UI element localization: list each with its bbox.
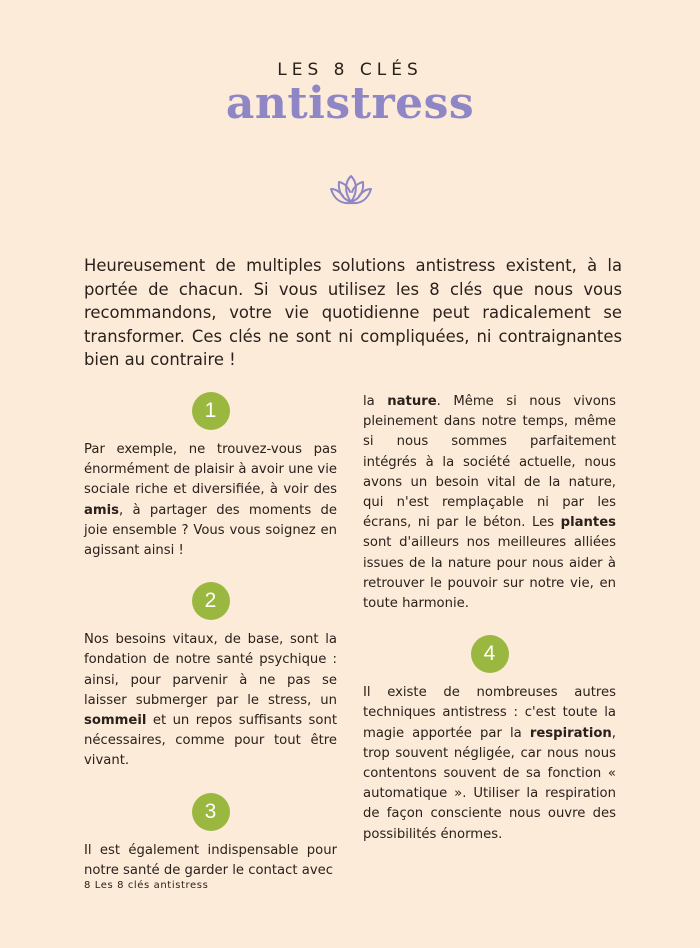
key-text: la	[363, 394, 388, 409]
page-footer	[84, 880, 208, 891]
right-column	[363, 392, 616, 845]
key-text: et un repos suffisants sont nécessaires, comme pour tout être vivant.	[84, 713, 337, 769]
key-text: . Même si nous vivons pleinement dans notre temps, même si nous sommes parfaitement intégrés à la société actuelle, nous avons un besoin vital de la nature, qui n'est remplaçable ni par les écrans, ni par le béton. Les	[363, 394, 617, 531]
left-column	[84, 392, 337, 881]
key-paragraph-continued	[363, 392, 616, 614]
key-text: Par exemple, ne trouvez-vous pas énormément de plaisir à avoir une vie sociale riche et diversifiée, à voir des	[84, 442, 337, 498]
key-text: Il existe de nombreuses autres techniques antistress : c'est toute la magie apportée par la	[363, 685, 616, 741]
key-text: , à partager des moments de joie ensemble ? Vous vous soignez en agissant ainsi !	[84, 502, 337, 559]
page-number: 8	[84, 880, 91, 891]
key-number-badge: 4	[471, 635, 509, 673]
intro-paragraph: Heureusement de multiples solutions antistress existent, à la portée de chacun. Si vous utilisez les 8 clés que nous vous recommandons, votre vie quotidienne peut radicalement se transformer. Ces clés ne sont ni compliquées, ni contraignantes bien au contraire !	[84, 256, 622, 369]
key-number-badge: 3	[192, 793, 230, 831]
key-number-badge: 2	[192, 582, 230, 620]
key-paragraph: Il est également indispensable pour notre santé de garder le contact avec	[84, 842, 337, 878]
key-keyword: respiration	[529, 725, 612, 741]
key-keyword: nature	[387, 394, 437, 409]
key-paragraph	[84, 630, 337, 771]
key-paragraph	[84, 440, 337, 561]
key-text: sont d'ailleurs nos meilleures alliées issues de la nature pour nous aider à retrouver le pouvoir sur notre vie, en toute harmonie.	[363, 535, 616, 612]
running-title: Les 8 clés antistress	[94, 880, 209, 891]
key-text: , trop souvent négligée, car nous nous contentons souvent de sa fonction « automatique ». Utiliser la respiration de façon consciente nous ouvre des possibilités énormes.	[363, 725, 616, 842]
key-keyword: plantes	[560, 515, 616, 531]
page-title: antistress	[225, 78, 475, 129]
key-text: Nos besoins vitaux, de base, sont la fondation de notre santé psychique : ainsi, pour parvenir à ne pas se laisser submerger par le stress, un	[84, 632, 337, 708]
key-keyword: sommeil	[84, 713, 147, 729]
title-kicker: LES 8 CLÉS	[277, 60, 423, 80]
key-keyword: amis	[84, 502, 120, 518]
key-number-badge: 1	[192, 392, 230, 430]
key-paragraph	[363, 683, 616, 845]
lotus-icon	[329, 172, 373, 216]
